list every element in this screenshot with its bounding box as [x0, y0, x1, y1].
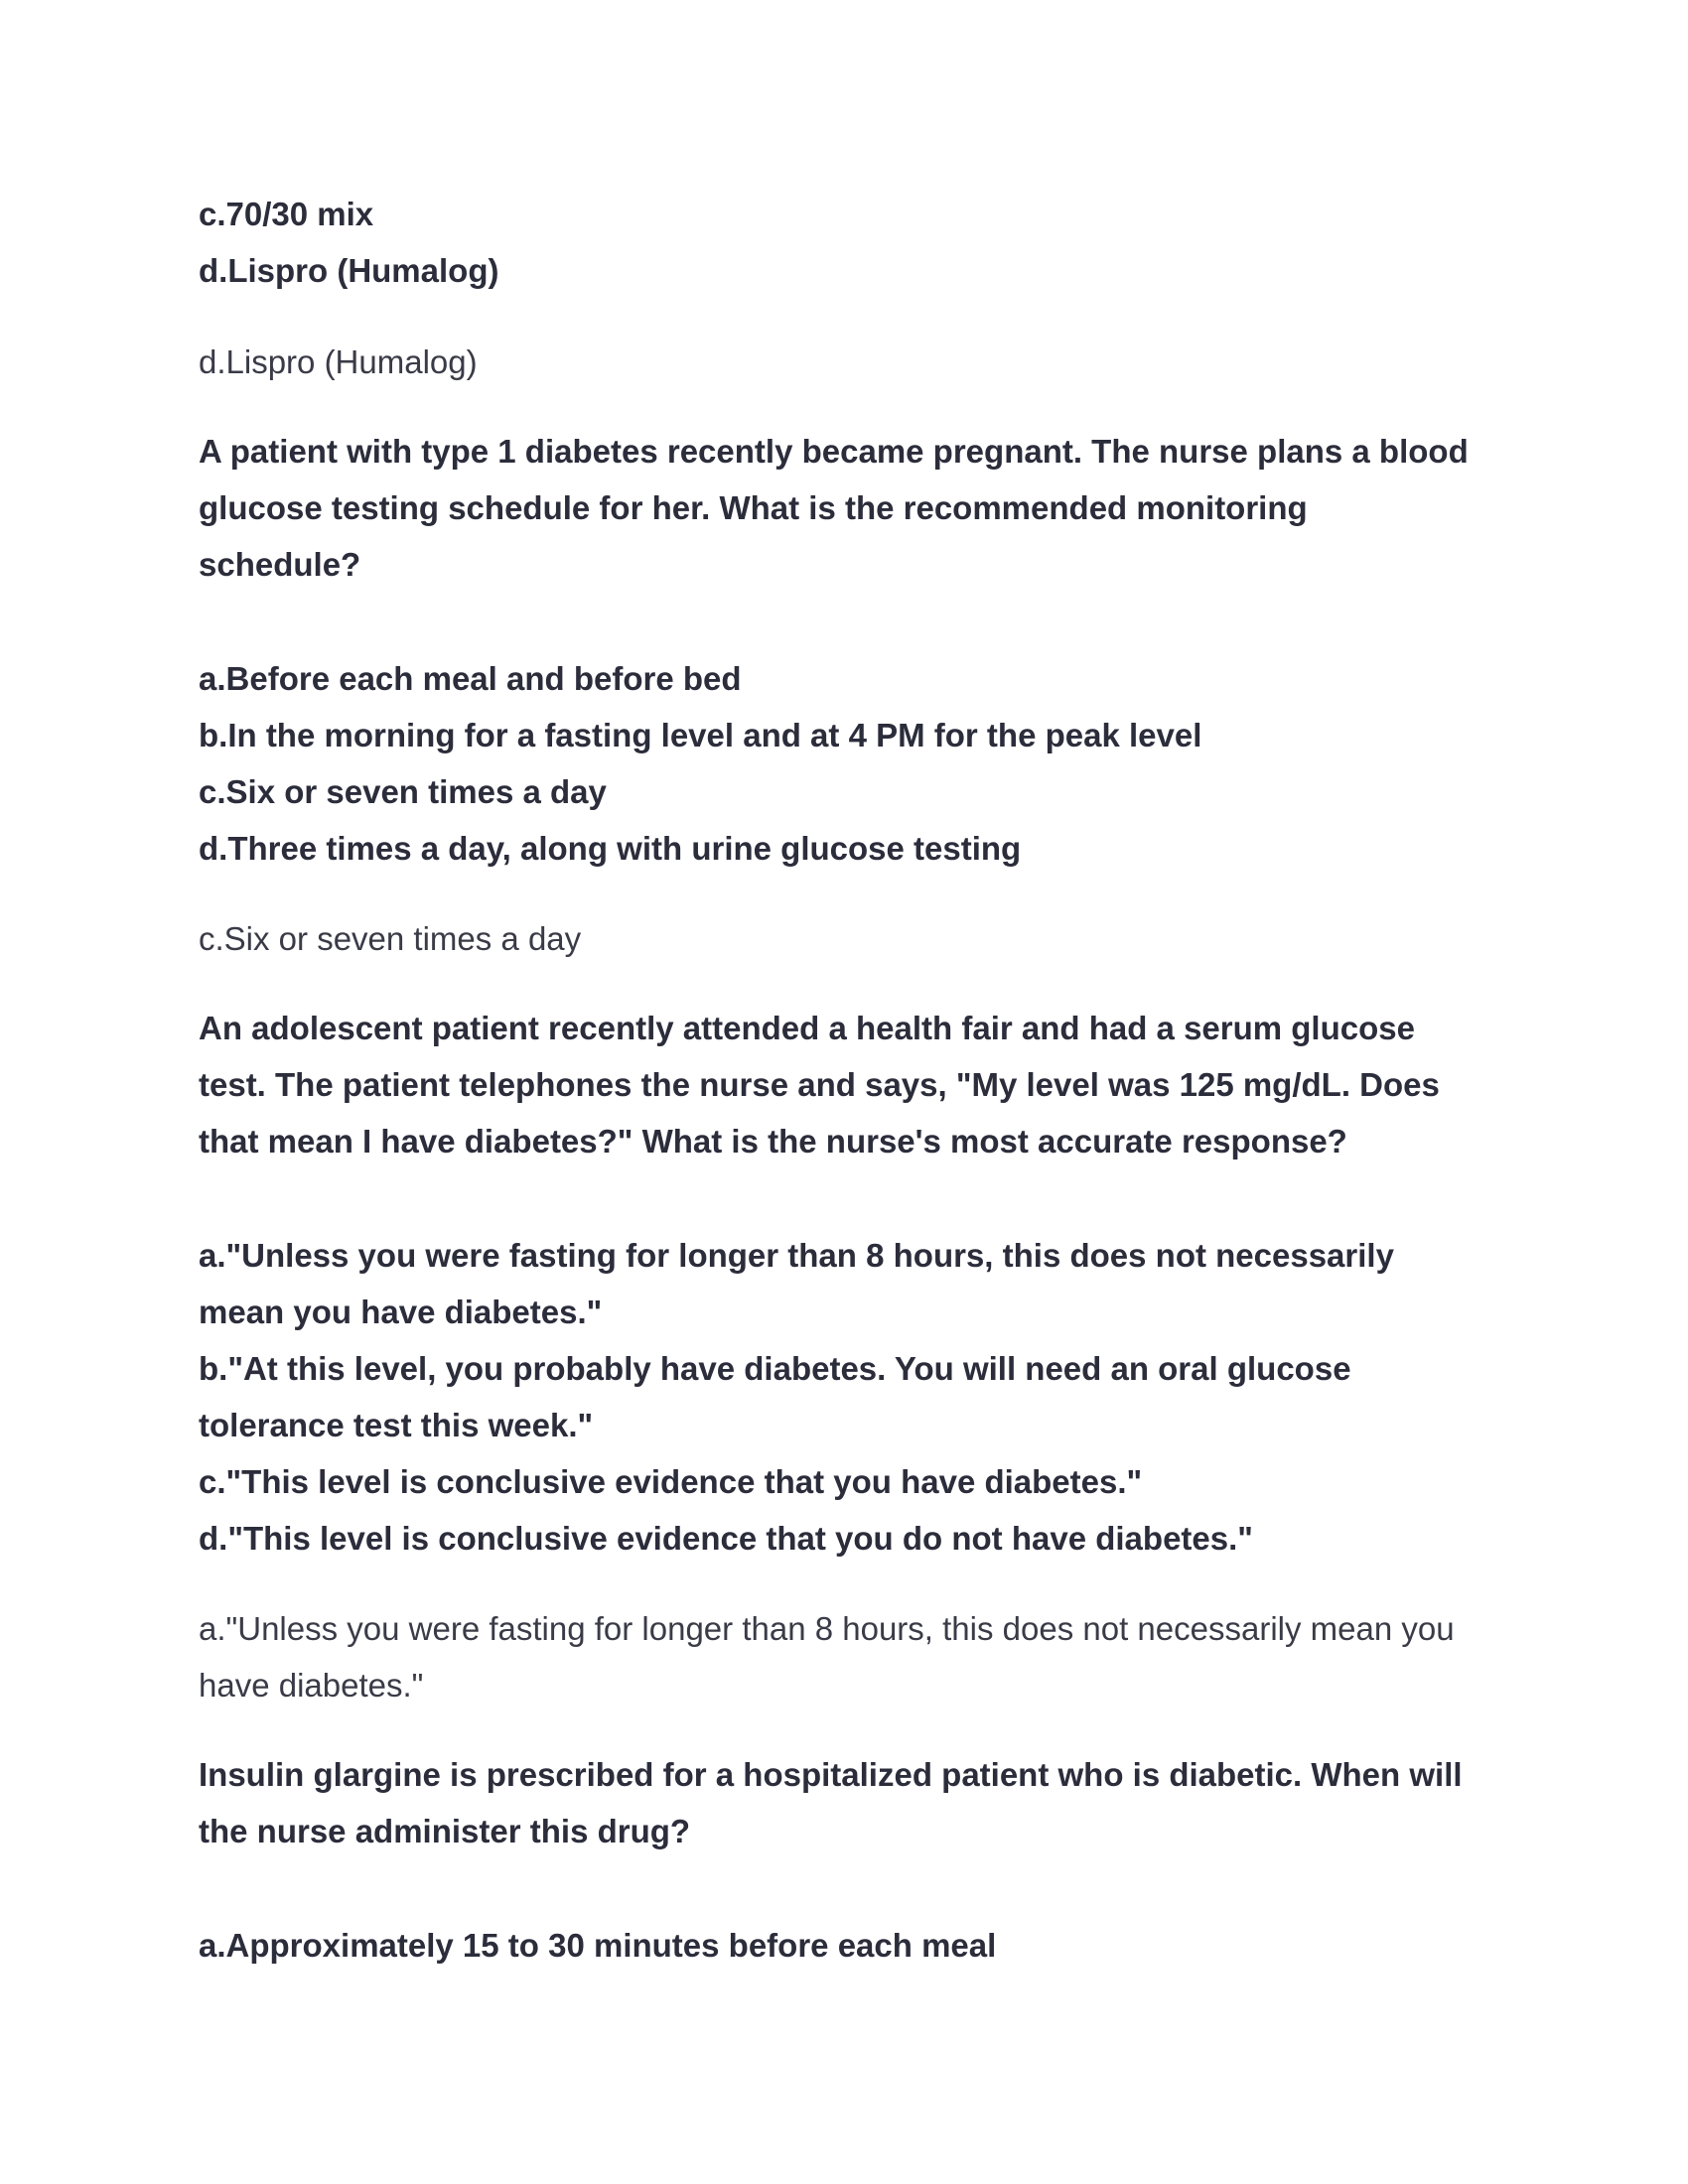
- question-adolescent-line-1: An adolescent patient recently attended a health fair and had a serum glucose: [199, 1010, 1415, 1046]
- option-c-six-seven: c.Six or seven times a day: [199, 773, 607, 810]
- option-b-morning-fasting: b.In the morning for a fasting level and at 4 PM for the peak level: [199, 717, 1202, 753]
- answer-lispro: d.Lispro (Humalog): [199, 343, 478, 380]
- question-glargine-line-2: the nurse administer this drug?: [199, 1813, 691, 1849]
- answer-unless-fasting-line-2: have diabetes.": [199, 1667, 424, 1704]
- question-pregnancy-line-1: A patient with type 1 diabetes recently became pregnant. The nurse plans a blood: [199, 433, 1469, 470]
- option-d-lispro: d.Lispro (Humalog): [199, 252, 499, 289]
- option-b-probably-diabetes-line-2: tolerance test this week.": [199, 1407, 594, 1443]
- question-adolescent-line-2: test. The patient telephones the nurse and says, "My level was 125 mg/dL. Does: [199, 1066, 1440, 1103]
- option-b-probably-diabetes-line-1: b."At this level, you probably have diabetes. You will need an oral glucose: [199, 1350, 1351, 1387]
- option-a-unless-fasting-line-1: a."Unless you were fasting for longer than 8 hours, this does not necessarily: [199, 1237, 1394, 1274]
- question-adolescent-line-3: that mean I have diabetes?" What is the nurse's most accurate response?: [199, 1123, 1347, 1160]
- question-pregnancy-line-2: glucose testing schedule for her. What is the recommended monitoring: [199, 489, 1308, 526]
- option-a-before-meals: a.Before each meal and before bed: [199, 660, 742, 697]
- option-a-before-each-meal: a.Approximately 15 to 30 minutes before each meal: [199, 1927, 997, 1964]
- option-a-unless-fasting-line-2: mean you have diabetes.": [199, 1294, 603, 1330]
- question-pregnancy-line-3: schedule?: [199, 546, 361, 583]
- option-d-conclusive-not-have: d."This level is conclusive evidence that you do not have diabetes.": [199, 1520, 1253, 1557]
- option-c-70-30-mix: c.70/30 mix: [199, 196, 374, 232]
- answer-unless-fasting-line-1: a."Unless you were fasting for longer than 8 hours, this does not necessarily mean you: [199, 1610, 1455, 1647]
- option-c-conclusive-have: c."This level is conclusive evidence that you have diabetes.": [199, 1463, 1143, 1500]
- answer-six-seven: c.Six or seven times a day: [199, 920, 582, 957]
- question-glargine-line-1: Insulin glargine is prescribed for a hospitalized patient who is diabetic. When will: [199, 1756, 1463, 1793]
- option-d-three-times: d.Three times a day, along with urine glucose testing: [199, 830, 1022, 867]
